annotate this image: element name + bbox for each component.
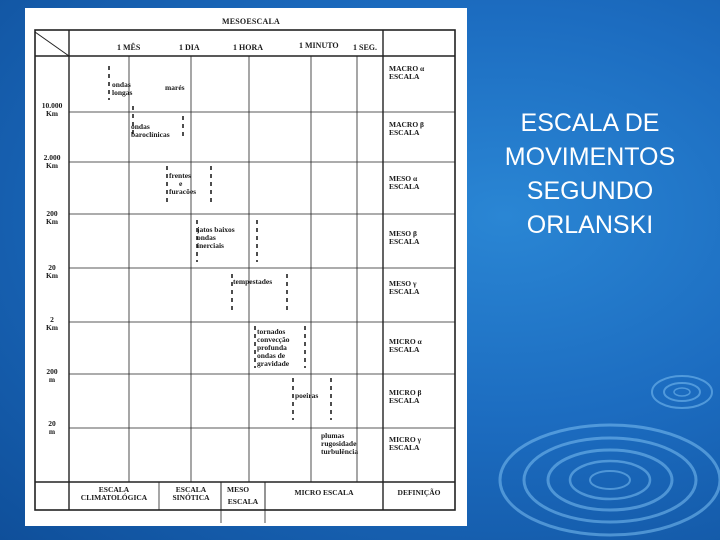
distance-label: 200 m <box>46 367 58 384</box>
scale-label-meso-gamma: MESO γ ESCALA <box>389 279 420 296</box>
slide-title-line: ORLANSKI <box>526 211 654 239</box>
scale-label-micro-beta: MICRO β ESCALA <box>389 388 422 405</box>
phenomenon-jatos-baixos: jatos baixos ondas inerciais <box>197 225 235 250</box>
scale-label-meso-alpha: MESO α ESCALA <box>389 174 420 191</box>
distance-label: 2.000 Km <box>43 153 61 170</box>
phenomenon-frentes-furacoes: frentes e furacões <box>169 171 197 196</box>
time-label-minute: 1 MINUTO <box>299 41 339 50</box>
footer-escala-sinotica: ESCALA SINÓTICA <box>172 485 210 502</box>
time-label-hour: 1 HORA <box>233 43 263 52</box>
phenomenon-plumas: plumas rugosidade turbulência <box>321 431 359 456</box>
slide-title-line: SEGUNDO <box>526 177 654 205</box>
orlanski-scale-diagram <box>25 8 467 526</box>
phenomenon-ondas-baroclinicas: ondas baroclínicas <box>131 122 170 139</box>
phenomenon-poeiras: poeiras <box>295 391 319 400</box>
distance-label: 20 Km <box>45 263 59 280</box>
slide-title-line: MOVIMENTOS <box>504 143 676 171</box>
footer-micro-escala: MICRO ESCALA <box>294 488 354 497</box>
scale-label-macro-alpha: MACRO α ESCALA <box>389 64 425 81</box>
time-label-day: 1 DIA <box>179 43 200 52</box>
scale-label-micro-gamma: MICRO γ ESCALA <box>389 435 422 452</box>
water-ripples-decoration <box>470 330 720 540</box>
distance-label: 200 Km <box>45 209 59 226</box>
slide-title-line: ESCALA DE <box>520 109 660 137</box>
scale-label-micro-alpha: MICRO α ESCALA <box>389 337 422 354</box>
distance-label: 10.000 Km <box>41 101 63 118</box>
scale-label-macro-beta: MACRO β ESCALA <box>389 120 424 137</box>
time-label-second: 1 SEG. <box>353 43 378 52</box>
footer-escala-climatologica: ESCALA CLIMATOLÓGICA <box>80 485 148 502</box>
distance-label: 20 m <box>48 419 56 436</box>
phenomenon-mares: marés <box>165 83 185 92</box>
scale-label-meso-beta: MESO β ESCALA <box>389 229 420 246</box>
phenomenon-ondas-longas: ondas longas <box>112 80 133 97</box>
distance-label: 2 Km <box>45 315 59 332</box>
phenomenon-tornados: tornados convecção profunda ondas de gravidade <box>257 327 290 368</box>
phenomenon-tempestades: tempestades <box>233 277 273 286</box>
time-label-month: 1 MÊS <box>117 43 141 52</box>
footer-meso-escala: MESO ESCALA <box>227 485 259 506</box>
slide-title <box>478 106 702 242</box>
mesoescala-header: MESOESCALA <box>222 17 281 26</box>
footer-definicao: DEFINIÇÃO <box>397 488 441 497</box>
